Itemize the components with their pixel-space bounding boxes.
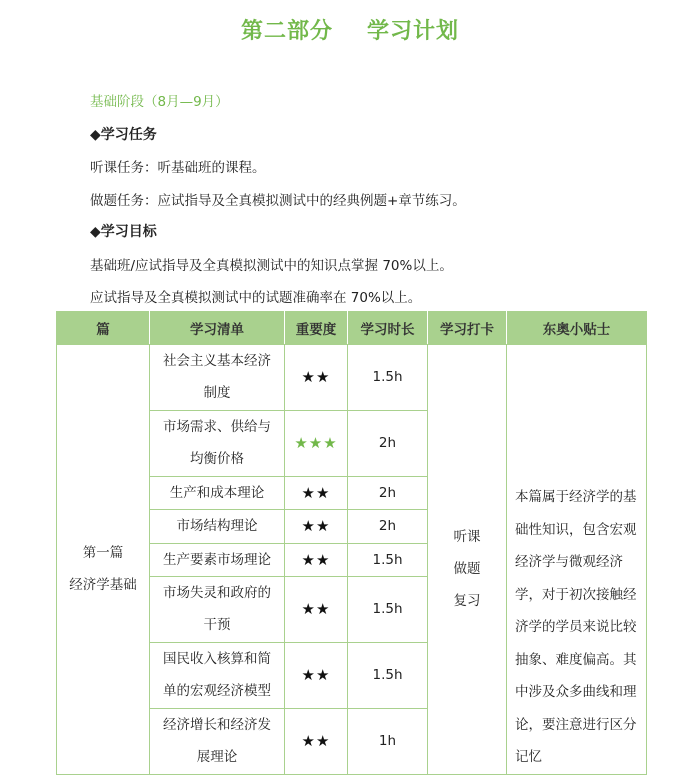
stars-cell: ★★ (285, 708, 348, 774)
table-row (57, 345, 647, 411)
stars-cell: ★★ (285, 345, 348, 411)
tasks-heading: ◆学习任务 (90, 127, 157, 143)
hours-cell: 2h (348, 476, 428, 509)
item-cell: 市场需求、供给与均衡价格 (150, 410, 285, 476)
header-tip: 东奥小贴士 (507, 312, 647, 345)
hours-cell: 1h (348, 708, 428, 774)
header-checkin: 学习打卡 (428, 312, 507, 345)
item-cell: 经济增长和经济发展理论 (150, 708, 285, 774)
stars-cell: ★★ (285, 543, 348, 576)
section-line-1: 第一篇 (82, 545, 124, 562)
section-line-2: 经济学基础 (69, 577, 137, 594)
header-section: 篇 (57, 312, 150, 345)
stars-cell: ★★ (285, 576, 348, 642)
section-cell (57, 345, 150, 775)
item-cell: 国民收入核算和简单的宏观经济模型 (150, 642, 285, 708)
hours-cell: 1.5h (348, 345, 428, 411)
checkin-line-2: 做题 (453, 561, 481, 578)
checkin-cell (428, 345, 507, 775)
item-cell: 市场失灵和政府的干预 (150, 576, 285, 642)
header-duration: 学习时长 (348, 312, 428, 345)
table-header-row (57, 312, 647, 345)
hours-cell: 2h (348, 510, 428, 543)
hours-cell: 2h (348, 410, 428, 476)
stars-cell: ★★ (285, 510, 348, 543)
goals-goal-1: 基础班/应试指导及全真模拟测试中的知识点掌握 70%以上。 (90, 258, 453, 274)
stage-label: 基础阶段（8月—9月） (90, 94, 229, 110)
stars-cell: ★★ (285, 476, 348, 509)
hours-cell: 1.5h (348, 576, 428, 642)
page-title-name: 学习计划 (367, 19, 460, 44)
item-cell: 市场结构理论 (150, 510, 285, 543)
hours-cell: 1.5h (348, 543, 428, 576)
item-cell: 生产和成本理论 (150, 476, 285, 509)
checkin-line-3: 复习 (453, 593, 481, 610)
study-plan-table (56, 311, 647, 775)
header-importance: 重要度 (285, 312, 348, 345)
header-item: 学习清单 (150, 312, 285, 345)
page-title-part: 第二部分 (240, 19, 333, 44)
tasks-practice: 做题任务：应试指导及全真模拟测试中的经典例题+章节练习。 (90, 193, 466, 209)
checkin-line-1: 听课 (453, 529, 481, 546)
tip-cell: 本篇属于经济学的基础性知识，包含宏观经济学与微观经济学，对于初次接触经济学的学员来说比较抽象、难度偏高。其中涉及众多曲线和理论，要注意进行区分记忆 (507, 345, 647, 775)
stars-cell: ★★★ (285, 410, 348, 476)
item-cell: 社会主义基本经济制度 (150, 345, 285, 411)
hours-cell: 1.5h (348, 642, 428, 708)
goals-goal-2: 应试指导及全真模拟测试中的试题准确率在 70%以上。 (90, 290, 422, 306)
page-title (0, 14, 700, 45)
stars-cell: ★★ (285, 642, 348, 708)
tasks-listen: 听课任务：听基础班的课程。 (90, 160, 266, 176)
goals-heading: ◆学习目标 (90, 224, 157, 240)
item-cell: 生产要素市场理论 (150, 543, 285, 576)
